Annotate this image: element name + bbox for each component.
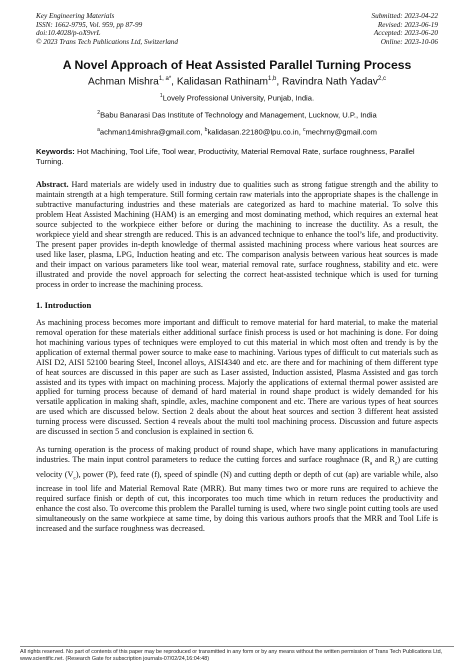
subscript: c bbox=[73, 475, 76, 482]
email-sup: c bbox=[302, 127, 306, 134]
author-name: Ravindra Nath Yadav bbox=[282, 76, 378, 88]
abstract-label: Abstract. bbox=[36, 180, 69, 190]
copyright-footer bbox=[20, 646, 454, 662]
text-run: and R bbox=[372, 455, 395, 465]
text-run: As turning operation is the process of making product of round shape, which have many applications in manufacturing industries. The main input control parameters to reduce the cutting forces and surface roughnace (R bbox=[36, 445, 438, 465]
author-emails bbox=[36, 126, 438, 137]
author-list: Achman Mishra$^{1, a*}$, Kalidasan Rathinam$^{1,b}$, Ravindra Nath Yadav$^{2,c}$ bbox=[88, 76, 386, 88]
text-run: ), power (P), feed rate (f), speed of spindle (N) and cutting depth or depth of cut (ap) are variable while, also increase in tool life and Material Removal Rate (MRR). But many times two or more runs are required to achieve the required surface finish or depth of cut, this incorporates too much time which in return reduces the productivity and enhance the cost also. To overcome this problem the Parallel turning is used, where two single point cutting tools are used simultaneously on the same workpiece at same time, by doing this various authors proofs that the MRR and Tool Life is increased and the surface roughness was decreased. bbox=[36, 469, 438, 534]
author-name: Kalidasan Rathinam bbox=[176, 76, 269, 88]
date-revised: Revised: 2023-06-19 bbox=[377, 20, 438, 29]
date-accepted: Accepted: 2023-06-20 bbox=[373, 29, 438, 38]
journal-name: Key Engineering Materials bbox=[36, 12, 115, 20]
author-name: Achman Mishra bbox=[88, 76, 159, 88]
journal-issn: ISSN: 1662-9795, Vol. 959, pp 87-99 bbox=[36, 20, 143, 29]
intro-paragraph-2 bbox=[36, 445, 438, 534]
subscript: z bbox=[394, 460, 398, 467]
affiliation-sup: 1 bbox=[159, 92, 163, 99]
email-link[interactable]: achman14mishra@gmail.com, bbox=[99, 127, 205, 137]
paper-title: A Novel Approach of Heat Assisted Parallel Turning Process bbox=[62, 58, 412, 73]
keywords-label: Keywords: bbox=[36, 147, 75, 157]
keywords bbox=[36, 147, 438, 166]
date-submitted: Submitted: 2023-04-22 bbox=[371, 12, 438, 20]
subscript: a bbox=[369, 460, 373, 467]
author-sup: 2,c bbox=[377, 76, 386, 83]
author-sup: 1, a* bbox=[158, 76, 172, 83]
journal-info bbox=[36, 12, 178, 46]
affiliation-text: Babu Banarasi Das Institute of Technology and Management, Lucknow, U.P., India bbox=[100, 110, 377, 120]
footer-divider bbox=[20, 646, 454, 647]
abstract-text: Hard materials are widely used in industry due to qualities such as strong fatigue strength and the ability to maintain strength at a high temperature. Still forming certain raw materials into the appropriate shapes is the challenge in subtractive manufacturing industries and these materials are categorized as hard to machine material. To solve this problem Heat Assisted Machining (HAM) is an emerging and most dominating method, which requires an external heat source subjected to the workpiece either before or during the machining to increase the ductility. As a result, the workpiece yield and shear strength are reduced. This is an advanced technique to enhance the tool’s life, and productivity. The present paper provides in-depth knowledge of thermal assisted machining process where various heat sources are used like laser, plasma, LPG, Induction heating and etc. The comparison analysis between various heat sources is made and their impact on various parameters like tool wear, material removal rate, surface roughness, stability and etc. were illustrated and provide the novel approach for selecting the correct heat-assisted technique which is used for turning process in order to increase the machining process. bbox=[36, 180, 439, 289]
text-run: ) are cutting velocity (V bbox=[36, 455, 438, 479]
author-sup: 1,b bbox=[268, 76, 277, 83]
section-heading-introduction: 1. Introduction bbox=[36, 299, 92, 310]
journal-copyright: © 2023 Trans Tech Publications Ltd, Switzerland bbox=[36, 37, 178, 46]
affiliation-sup: 2 bbox=[97, 109, 101, 116]
journal-doi: doi:10.4028/p-oX9vrL bbox=[36, 29, 101, 38]
affiliation-2 bbox=[36, 109, 438, 120]
submission-dates bbox=[372, 12, 438, 46]
affiliation-1 bbox=[36, 92, 438, 103]
email-link[interactable]: mechrny@gmail.com bbox=[305, 127, 377, 137]
affiliation-text: Lovely Professional University, Punjab, India. bbox=[162, 93, 315, 103]
keywords-text: Hot Machining, Tool Life, Tool wear, Productivity, Material Removal Rate, surface roughness, Parallel Turning. bbox=[36, 147, 415, 166]
journal-header bbox=[36, 12, 438, 46]
date-online: Online: 2023-10-06 bbox=[380, 37, 438, 46]
email-sup: b bbox=[204, 127, 208, 134]
email-sup: a bbox=[97, 127, 100, 134]
intro-paragraph-1: As machining process becomes more important and difficult to remove material for hard material, to make the material removal operation for these materials either additional surface finish process is used or hot machining is done. For doing hot machining various types of techniques were employed to cut this material in which most often and trendy is by the application of external thermal power source to make ease to machining. Various types of difficult to cut materials such as AISI D2, AISI 52100 bearing Steel, Inconel alloys, AISI4340 and etc. are there and for machining of them different type of heat sources are discussed in this paper are such as Laser assisted, Induction assisted, Plasma Assisted and gas torch assisted and its types with impact on machining process. Majorly the applications of external thermal power assisted are applied for turning process because of demand of hard material in round shape product is widely demanded for his versatile application in making shaft, spindle, axles, machine component and etc. There are various types of heat sources are used which are discussed below. Section 2 deals about the about heat sources and section 3 different heat assisted turning process were discussed. Section 4 reveals about the multi tool machining process. Discussion and future aspects are discussed in section 5 and conclusion is explained in section 6. bbox=[36, 317, 438, 437]
footer-text: All rights reserved. No part of contents of this paper may be reproduced or transmitted in any form or by any means without the written permission of Trans Tech Publications Ltd, www.scientific.net. (Research Gate for subscription journals-07/02/24,16:04:48) bbox=[20, 649, 443, 662]
email-link[interactable]: kalidasan.22180@lpu.co.in, bbox=[207, 127, 303, 137]
abstract bbox=[36, 180, 438, 289]
